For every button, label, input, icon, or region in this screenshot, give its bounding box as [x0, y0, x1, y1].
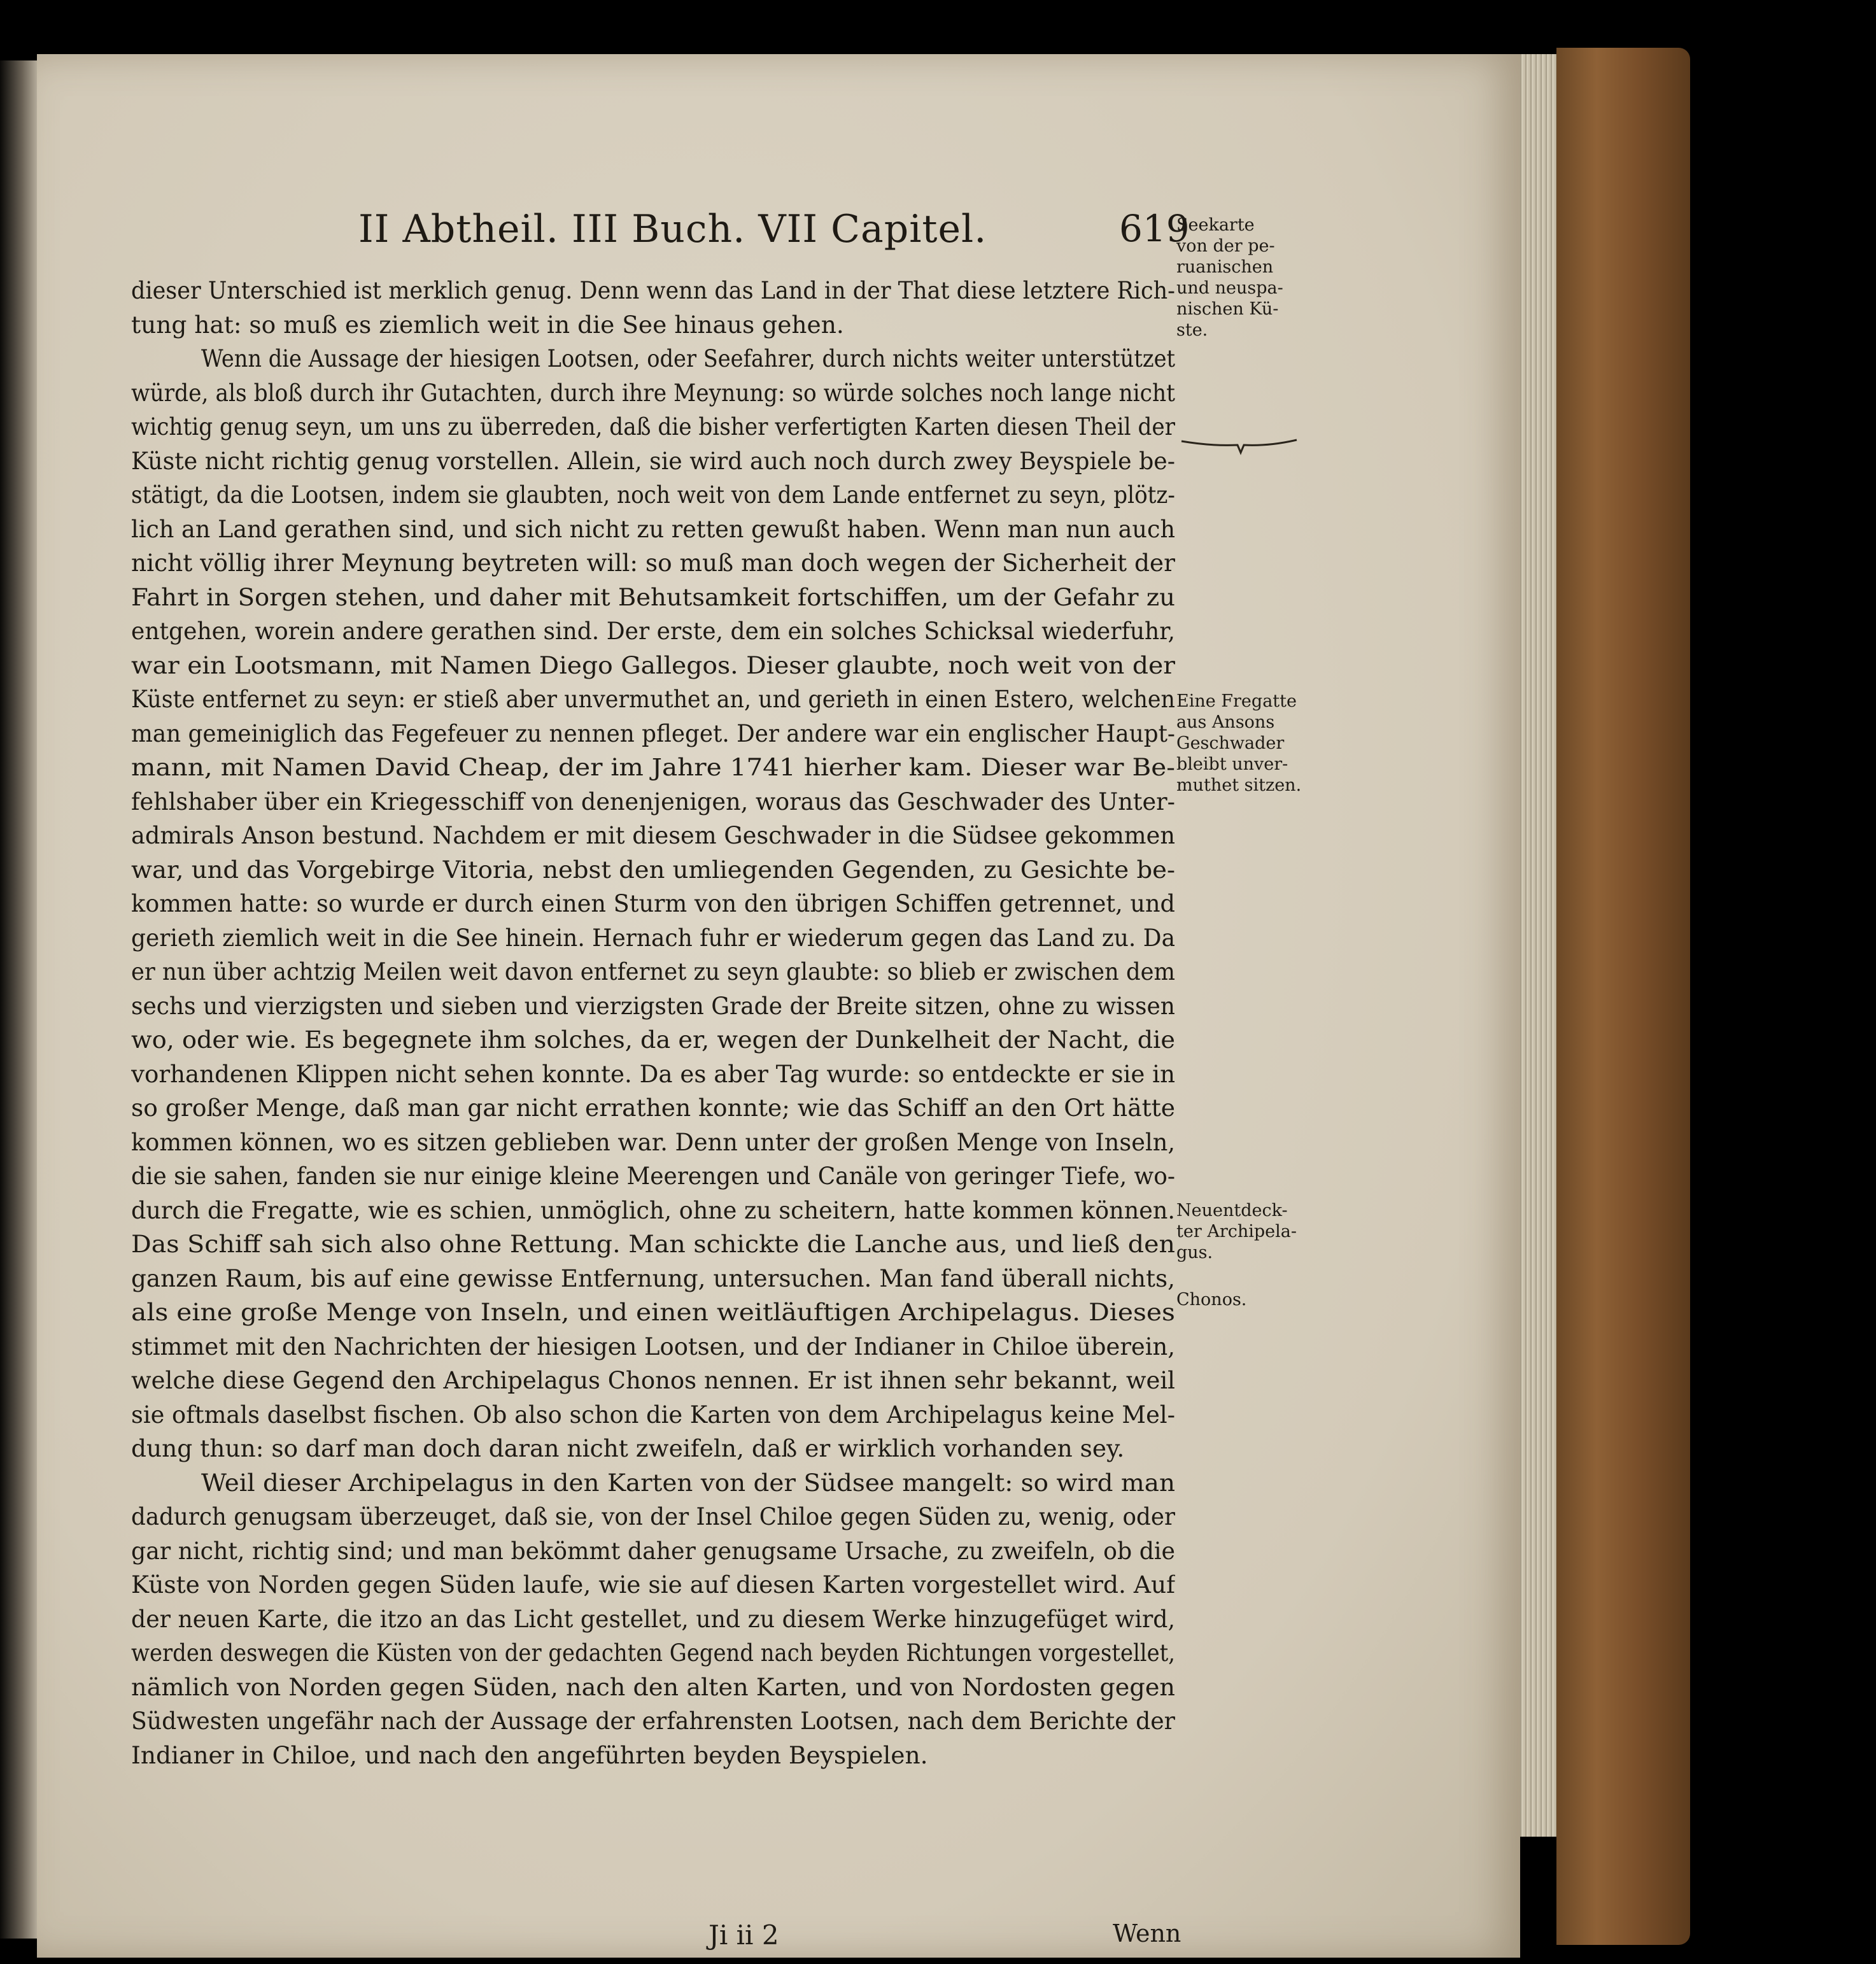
marginal-note-line: Geschwader	[1176, 733, 1285, 753]
text-line: admirals Anson bestund. Nachdem er mit diesem Geschwader in die Südsee gekommen	[131, 821, 1175, 849]
text-line: so großer Menge, daß man gar nicht errathen konnte; wie das Schiff an den Ort hätte	[131, 1094, 1175, 1122]
text-line: tung hat: so muß es ziemlich weit in die See hinaus gehen.	[131, 310, 844, 339]
text-line: lich an Land gerathen sind, und sich nicht zu retten gewußt haben. Wenn man nun auch	[131, 514, 1175, 543]
text-line: entgehen, worein andere gerathen sind. Der erste, dem ein solches Schicksal wiederfuhr,	[131, 617, 1175, 645]
text-line: Küste von Norden gegen Süden laufe, wie sie auf diesen Karten vorgestellet wird. Auf	[131, 1571, 1175, 1599]
text-line: Wenn die Aussage der hiesigen Lootsen, oder Seefahrer, durch nichts weiter unterstützet	[201, 344, 1175, 372]
text-line: dadurch genugsam überzeuget, daß sie, von der Insel Chiloe gegen Süden zu, wenig, oder	[131, 1502, 1175, 1530]
marginal-note-line: Chonos.	[1176, 1290, 1247, 1310]
text-line: nämlich von Norden gegen Süden, nach den alten Karten, und von Nordosten gegen	[131, 1672, 1175, 1701]
catchword: Wenn	[1113, 1919, 1181, 1947]
page-header	[37, 207, 1520, 264]
text-line: Das Schiff sah sich also ohne Rettung. Man schickte die Lanche aus, und ließ den	[131, 1230, 1175, 1258]
text-line: wichtig genug seyn, um uns zu überreden, daß die bisher verfertigten Karten diesen Theil der	[131, 413, 1175, 441]
margin-brace	[1180, 436, 1298, 455]
text-line: Südwesten ungefähr nach der Aussage der erfahrensten Lootsen, nach dem Berichte der	[131, 1707, 1175, 1735]
text-line: Indianer in Chiloe, und nach den angeführten beyden Beyspielen.	[131, 1741, 928, 1769]
text-line: Küste nicht richtig genug vorstellen. Allein, sie wird auch noch durch zwey Beyspiele be-	[131, 446, 1175, 475]
book-page	[37, 54, 1520, 1958]
text-line: würde, als bloß durch ihr Gutachten, durch ihre Meynung: so würde solches noch lange nicht	[131, 378, 1175, 407]
text-line: Weil dieser Archipelagus in den Karten von der Südsee mangelt: so wird man	[201, 1468, 1175, 1497]
marginal-note-line: ruanischen	[1176, 257, 1274, 277]
marginal-note-line: von der pe-	[1176, 236, 1275, 256]
signature-mark: Ji ii 2	[709, 1919, 779, 1951]
text-line: kommen hatte: so wurde er durch einen Sturm von den übrigen Schiffen getrennet, und	[131, 889, 1175, 917]
text-line: nicht völlig ihrer Meynung beytreten will: so muß man doch wegen der Sicherheit der	[131, 549, 1175, 577]
text-line: man gemeiniglich das Fegefeuer zu nennen pfleget. Der andere war ein englischer Haupt-	[131, 719, 1175, 747]
text-line: kommen können, wo es sitzen geblieben war. Denn unter der großen Menge von Inseln,	[131, 1127, 1175, 1156]
text-line: stimmet mit den Nachrichten der hiesigen Lootsen, und der Indianer in Chiloe überein,	[131, 1332, 1175, 1360]
text-line: wo, oder wie. Es begegnete ihm solches, da er, wegen der Dunkelheit der Nacht, die	[131, 1026, 1175, 1054]
text-line: dung thun: so darf man doch daran nicht zweifeln, daß er wirklich vorhanden sey.	[131, 1434, 1125, 1462]
text-line: er nun über achtzig Meilen weit davon entfernet zu seyn glaubte: so blieb er zwischen dem	[131, 957, 1175, 986]
text-line: Fahrt in Sorgen stehen, und daher mit Behutsamkeit fortschiffen, um der Gefahr zu	[131, 583, 1175, 611]
marginal-note-archipelagus	[1176, 1200, 1297, 1263]
marginal-note-line: gus.	[1176, 1243, 1213, 1262]
marginal-note-line: bleibt unver-	[1176, 754, 1288, 774]
running-head: II Abtheil. III Buch. VII Capitel.	[358, 207, 987, 251]
page-number: 619	[1119, 207, 1190, 250]
marginal-note-line: Eine Fregatte	[1176, 691, 1297, 711]
text-line: der neuen Karte, die itzo an das Licht gestellet, und zu diesem Werke hinzugefüget wird,	[131, 1604, 1175, 1633]
text-line: welche diese Gegend den Archipelagus Chonos nennen. Er ist ihnen sehr bekannt, weil	[131, 1366, 1175, 1394]
marginal-note-line: muthet sitzen.	[1176, 775, 1302, 795]
text-line: gerieth ziemlich weit in die See hinein. Hernach fuhr er wiederum gegen das Land zu. Da	[131, 923, 1175, 952]
previous-page-edge	[0, 60, 37, 1939]
text-line: war, und das Vorgebirge Vitoria, nebst den umliegenden Gegenden, zu Gesichte be-	[131, 855, 1175, 884]
text-line: vorhandenen Klippen nicht sehen konnte. Da es aber Tag wurde: so entdeckte er sie in	[131, 1059, 1175, 1088]
text-line: war ein Lootsmann, mit Namen Diego Gallegos. Dieser glaubte, noch weit von der	[131, 651, 1175, 679]
marginal-note-line: aus Ansons	[1176, 712, 1275, 732]
text-line: gar nicht, richtig sind; und man bekömmt daher genugsame Ursache, zu zweifeln, ob die	[131, 1536, 1175, 1565]
marginal-note-line: und neuspa-	[1176, 278, 1283, 298]
page-footer	[37, 1919, 1520, 1964]
text-line: dieser Unterschied ist merklich genug. Denn wenn das Land in der That diese letztere Rich-	[131, 276, 1175, 304]
text-line: die sie sahen, fanden sie nur einige kleine Meerengen und Canäle von geringer Tiefe, wo-	[131, 1162, 1175, 1190]
text-line: mann, mit Namen David Cheap, der im Jahre 1741 hierher kam. Dieser war Be-	[131, 753, 1175, 781]
marginal-note-seekarte	[1176, 215, 1283, 341]
book-binding	[1556, 48, 1690, 1945]
text-line: werden deswegen die Küsten von der gedachten Gegend nach beyden Richtungen vorgestellet,	[131, 1639, 1175, 1667]
marginal-note-line: Neuentdeck-	[1176, 1201, 1288, 1220]
text-line: als eine große Menge von Inseln, und einen weitläuftigen Archipelagus. Dieses	[131, 1298, 1175, 1326]
marginal-note-line: Seekarte	[1176, 215, 1255, 235]
text-line: stätigt, da die Lootsen, indem sie glaubten, noch weit von dem Lande entfernet zu seyn, plötz-	[131, 481, 1175, 509]
text-line: sie oftmals daselbst fischen. Ob also schon die Karten von dem Archipelagus keine Mel-	[131, 1400, 1175, 1429]
text-line: durch die Fregatte, wie es schien, unmöglich, ohne zu scheitern, hatte kommen können.	[131, 1196, 1175, 1224]
body-text	[131, 274, 1175, 1772]
text-line: Küste entfernet zu seyn: er stieß aber unvermuthet an, und gerieth in einen Estero, welchen	[131, 685, 1175, 713]
marginal-note-line: ter Archipela-	[1176, 1222, 1297, 1241]
marginal-note-line: ste.	[1176, 320, 1208, 340]
marginal-note-line: nischen Kü-	[1176, 299, 1279, 319]
text-line: fehlshaber über ein Kriegesschiff von denenjenigen, woraus das Geschwader des Unter-	[131, 787, 1175, 816]
marginal-note-chonos	[1176, 1289, 1246, 1310]
text-line: ganzen Raum, bis auf eine gewisse Entfernung, untersuchen. Man fand überall nichts,	[131, 1264, 1175, 1292]
text-line: sechs und vierzigsten und sieben und vierzigsten Grade der Breite sitzen, ohne zu wissen	[131, 991, 1175, 1020]
marginal-note-fregatte	[1176, 691, 1301, 796]
